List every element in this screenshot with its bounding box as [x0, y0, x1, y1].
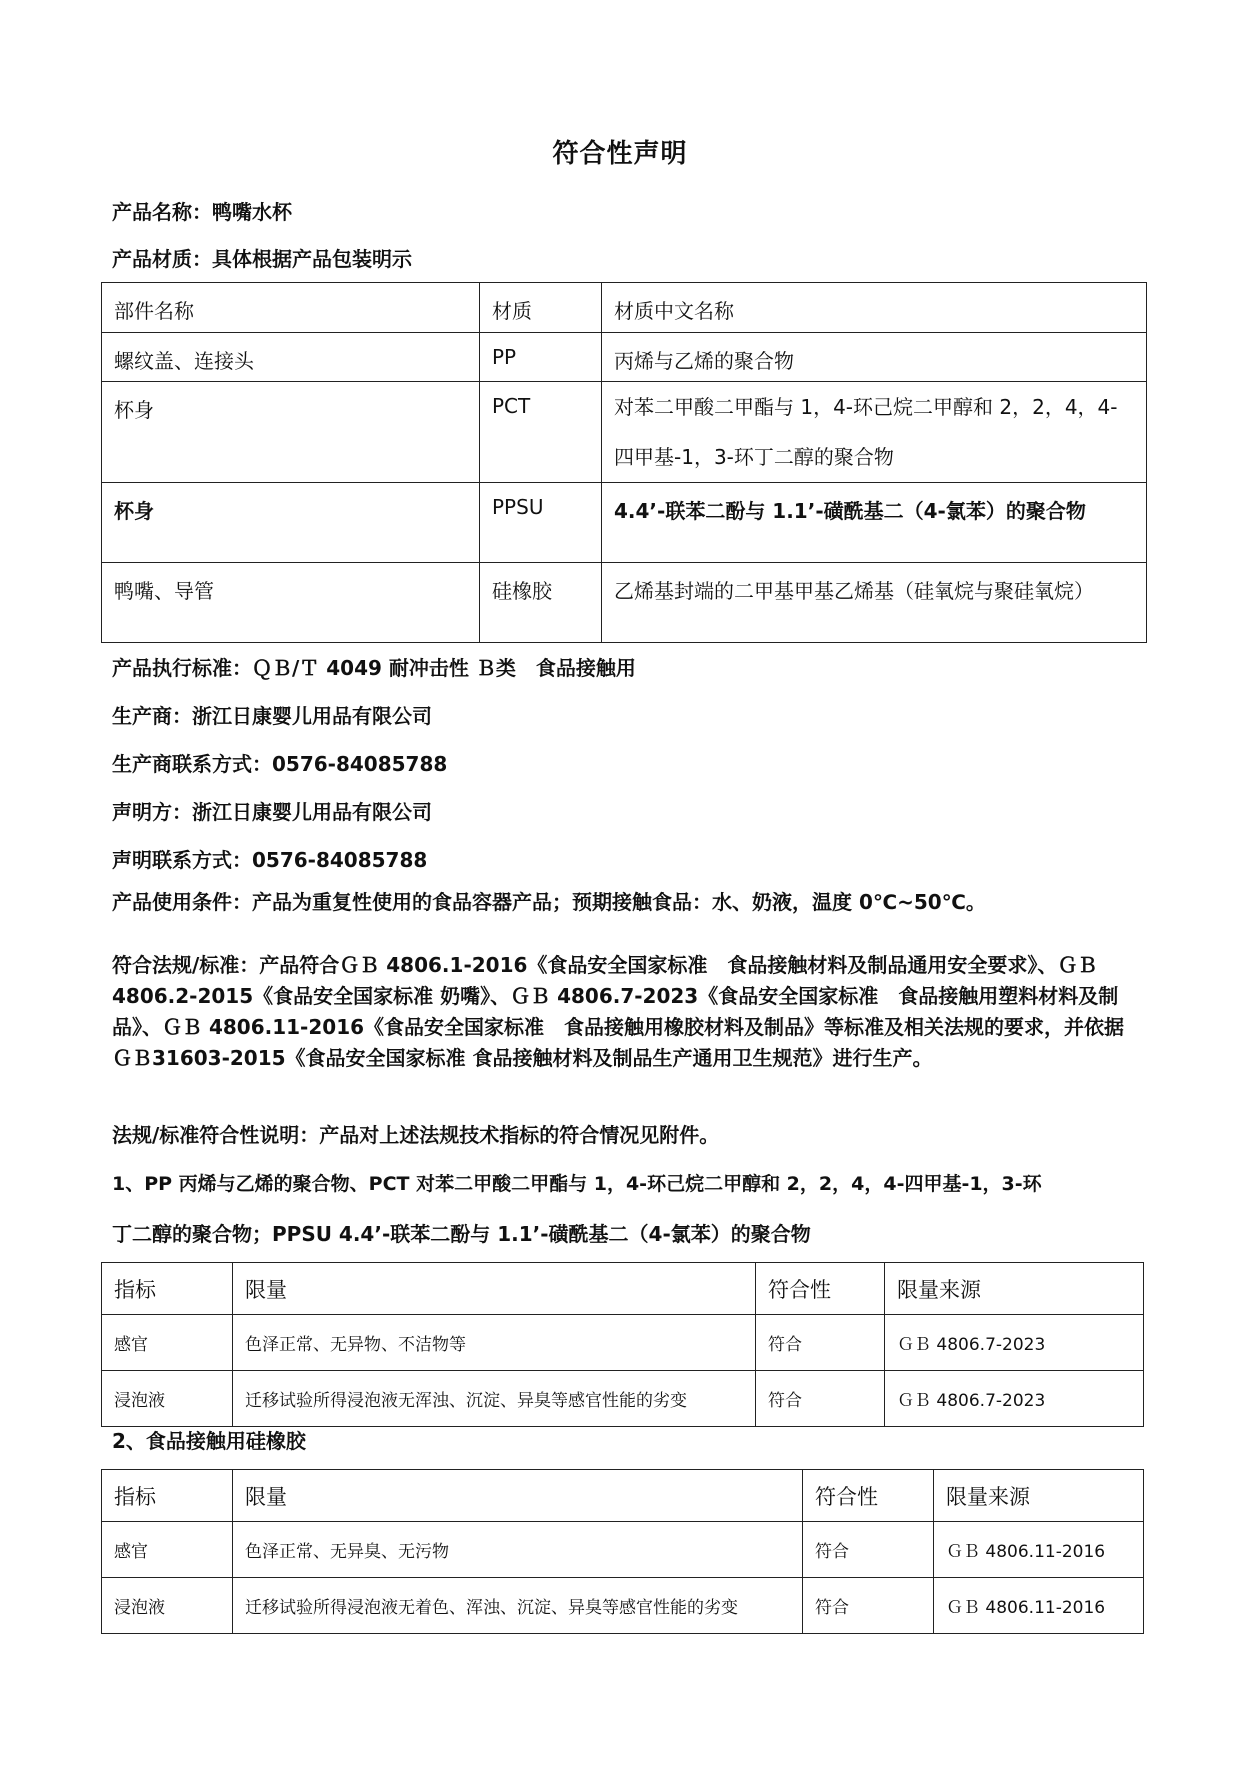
product-material: 产品材质：具体根据产品包装明示	[112, 247, 412, 271]
header-cell: 限量来源	[934, 1470, 1144, 1522]
table-row	[102, 1522, 1144, 1578]
silicone-compliance-table	[101, 1469, 1144, 1634]
table-cell: 符合	[756, 1315, 885, 1371]
header-cell: 限量	[233, 1470, 803, 1522]
section1-line1: 1、PP 丙烯与乙烯的聚合物、PCT 对苯二甲酸二甲酯与 1，4-环己烷二甲醇和 2，2，4，4-四甲基-1，3-环	[112, 1173, 1042, 1195]
table-cell: ＧＢ 4806.7-2023	[885, 1371, 1144, 1427]
table-cell: 乙烯基封端的二甲基甲基乙烯基（硅氧烷与聚硅氧烷）	[602, 563, 1147, 643]
header-cell: 符合性	[756, 1263, 885, 1315]
table-header-row	[102, 283, 1147, 333]
header-cell: 部件名称	[102, 283, 480, 333]
header-cell: 材质	[480, 283, 602, 333]
product-name: 产品名称：鸭嘴水杯	[112, 200, 292, 224]
declarer-contact: 声明联系方式：0576-84085788	[112, 848, 428, 872]
table-cell: ＧＢ 4806.7-2023	[885, 1315, 1144, 1371]
table-header-row	[102, 1470, 1144, 1522]
table-cell: 迁移试验所得浸泡液无浑浊、沉淀、异臭等感官性能的劣变	[233, 1371, 756, 1427]
table-cell: 色泽正常、无异物、不洁物等	[233, 1315, 756, 1371]
table-cell: 浸泡液	[102, 1578, 233, 1634]
table-cell: ＧＢ 4806.11-2016	[934, 1522, 1144, 1578]
table-cell: 对苯二甲酸二甲酯与 1，4-环己烷二甲醇和 2，2，4，4-四甲基-1，3-环丁二醇的聚合物	[602, 382, 1147, 483]
declarer: 声明方：浙江日康婴儿用品有限公司	[112, 800, 432, 824]
materials-table	[101, 282, 1147, 643]
table-cell: 4.4’-联苯二酚与 1.1’-磺酰基二（4-氯苯）的聚合物	[602, 483, 1147, 563]
table-cell: PP	[480, 333, 602, 382]
header-cell: 材质中文名称	[602, 283, 1147, 333]
section2-title: 2、食品接触用硅橡胶	[112, 1429, 306, 1453]
plastic-compliance-table	[101, 1262, 1144, 1427]
table-cell: 螺纹盖、连接头	[102, 333, 480, 382]
header-cell: 限量来源	[885, 1263, 1144, 1315]
table-cell: 符合	[803, 1578, 934, 1634]
table-cell: 杯身	[102, 382, 480, 483]
table-cell: 符合	[756, 1371, 885, 1427]
table-cell: 色泽正常、无异臭、无污物	[233, 1522, 803, 1578]
compliance-note: 法规/标准符合性说明：产品对上述法规技术指标的符合情况见附件。	[112, 1123, 720, 1147]
table-cell: 鸭嘴、导管	[102, 563, 480, 643]
table-cell: 符合	[803, 1522, 934, 1578]
standard-line: 产品执行标准：ＱＢ/Ｔ 4049 耐冲击性 Ｂ类 食品接触用	[112, 656, 636, 680]
table-row	[102, 1578, 1144, 1634]
table-header-row	[102, 1263, 1144, 1315]
header-cell: 指标	[102, 1263, 233, 1315]
table-cell: ＧＢ 4806.11-2016	[934, 1578, 1144, 1634]
header-cell: 指标	[102, 1470, 233, 1522]
table-row	[102, 1315, 1144, 1371]
table-cell: 感官	[102, 1315, 233, 1371]
table-row	[102, 563, 1147, 643]
table-row	[102, 1371, 1144, 1427]
table-cell: 杯身	[102, 483, 480, 563]
table-cell: 迁移试验所得浸泡液无着色、浑浊、沉淀、异臭等感官性能的劣变	[233, 1578, 803, 1634]
table-cell: 丙烯与乙烯的聚合物	[602, 333, 1147, 382]
manufacturer: 生产商：浙江日康婴儿用品有限公司	[112, 704, 432, 728]
header-cell: 符合性	[803, 1470, 934, 1522]
table-cell: 硅橡胶	[480, 563, 602, 643]
table-cell: 浸泡液	[102, 1371, 233, 1427]
table-row	[102, 333, 1147, 382]
usage-conditions: 产品使用条件：产品为重复性使用的食品容器产品；预期接触食品：水、奶液，温度 0℃~50℃。	[112, 890, 986, 914]
header-cell: 限量	[233, 1263, 756, 1315]
table-cell: 感官	[102, 1522, 233, 1578]
page-title: 符合性声明	[552, 139, 688, 169]
manufacturer-contact: 生产商联系方式：0576-84085788	[112, 752, 448, 776]
section1-line2: 丁二醇的聚合物；PPSU 4.4’-联苯二酚与 1.1’-磺酰基二（4-氯苯）的聚合物	[112, 1222, 811, 1246]
table-row	[102, 483, 1147, 563]
table-cell: PPSU	[480, 483, 602, 563]
compliance-paragraph: 符合法规/标准：产品符合ＧＢ 4806.1-2016《食品安全国家标准 食品接触材料及制品通用安全要求》、ＧＢ 4806.2-2015《食品安全国家标准 奶嘴》、ＧＢ 4806.7-2023《食品安全国家标准 食品接触用塑料材料及制品》、ＧＢ 4806.11-2016《食品安全国家标准 食品接触用橡胶材料及制品》等标准及相关法规的要求，并依据ＧＢ31603-2015《食品安全国家标准 食品接触材料及制品生产通用卫生规范》进行生产。	[112, 953, 1125, 1070]
table-row	[102, 382, 1147, 483]
table-cell: PCT	[480, 382, 602, 483]
